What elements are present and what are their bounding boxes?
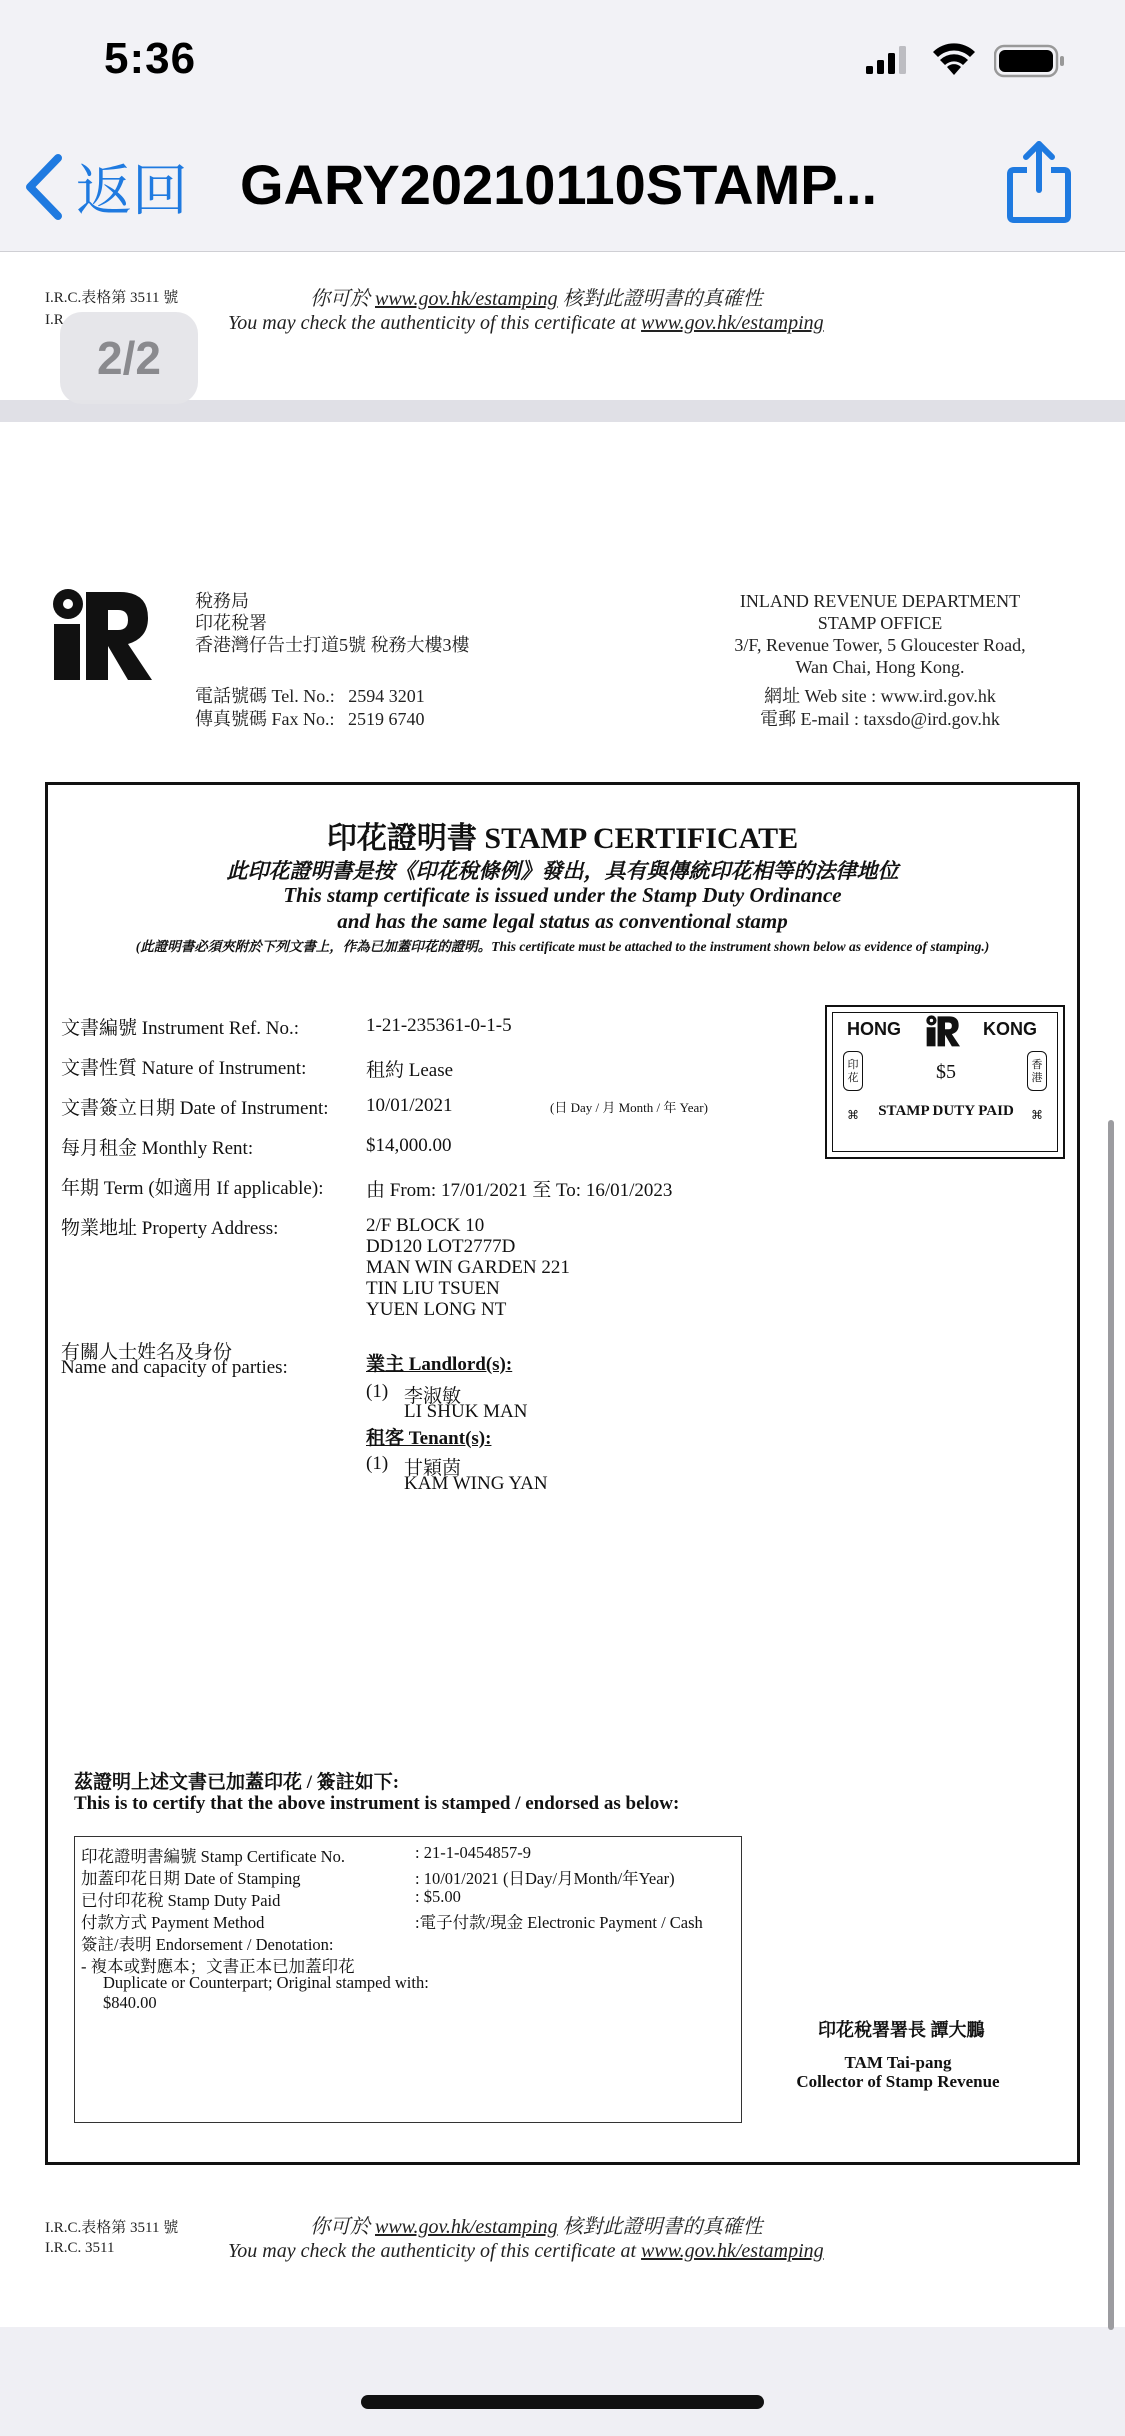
nav-title: GARY20210110STAMP... [240, 153, 878, 216]
denotation-label: 簽註/表明 Endorsement / Denotation: [81, 1935, 334, 1954]
nature-label: 文書性質 Nature of Instrument: [61, 1058, 307, 1079]
tenant-name-en: KAM WING YAN [404, 1473, 548, 1494]
status-bar [0, 0, 1125, 130]
denotation-line-2: Duplicate or Counterpart; Original stamped with: [103, 1973, 429, 1992]
back-chevron-icon [22, 152, 66, 222]
stamp-duty-stamp [825, 1005, 1065, 1159]
tel-label: 電話號碼 Tel. No.: [195, 686, 335, 706]
fax-row [195, 708, 425, 730]
certificate-note: (此證明書必須夾附於下列文書上，作為已加蓋印花的證明。This certificate must be attached to the instrument shown below as evidence of stamping.) [135, 939, 990, 954]
battery-icon [994, 44, 1066, 78]
address-line-3: MAN WIN GARDEN 221 [366, 1257, 570, 1278]
address-line-5: YUEN LONG NT [366, 1299, 507, 1320]
date-label: 文書簽立日期 Date of Instrument: [61, 1098, 329, 1119]
address-line-2: DD120 LOT2777D [366, 1236, 516, 1257]
signer-name-en: TAM Tai-pang [844, 2053, 952, 2072]
certify-en: This is to certify that the above instrument is stamped / endorsed as below: [74, 1793, 680, 1814]
fax-value: 2519 6740 [348, 709, 425, 729]
form-number-zh: I.R.C.表格第 3511 號 [45, 290, 179, 306]
footer-check-en [228, 2240, 824, 2263]
footer-check-zh [310, 2210, 763, 2239]
check-en-pre: You may check the authenticity of this certificate at [228, 312, 637, 334]
stamp-office-en: STAMP OFFICE [817, 613, 943, 633]
stamp-hong: HONG [847, 1019, 901, 1039]
stamp-seal-left: 印花 [843, 1051, 863, 1091]
fax-label: 傳真號碼 Fax No.: [195, 709, 335, 729]
certify-zh: 茲證明上述文書已加蓋印花 / 簽註如下: [74, 1772, 400, 1793]
term-value: 由 From: 17/01/2021 至 To: 16/01/2023 [366, 1180, 673, 1201]
stamp-duty-paid-text: STAMP DUTY PAID [878, 1103, 1014, 1119]
address-line-1: 2/F BLOCK 10 [366, 1215, 485, 1236]
stamp-kong: KONG [983, 1019, 1037, 1039]
landlord-num: (1) [366, 1381, 389, 1402]
stamp-amount: $5 [936, 1061, 956, 1083]
stamp-ird-logo [923, 1015, 963, 1047]
email: 電郵 E-mail : taxsdo@ird.gov.hk [760, 709, 1000, 729]
website: 網址 Web site : www.ird.gov.hk [764, 686, 996, 706]
certificate-title: 印花證明書 STAMP CERTIFICATE [326, 822, 799, 855]
certificate-no-value: : 21-1-0454857-9 [415, 1843, 531, 1862]
landlord-header: 業主 Landlord(s): [366, 1354, 513, 1375]
check-zh-link[interactable]: www.gov.hk/estamping [375, 288, 558, 310]
endorsement-box [74, 1836, 742, 2123]
date-format: (日 Day / 月 Month / 年 Year) [550, 1100, 708, 1115]
footer-check-zh-post: 核對此證明書的真確性 [562, 2216, 763, 2238]
stamp-inner-border [832, 1012, 1058, 1152]
home-indicator[interactable] [361, 2395, 764, 2409]
landlord-name-zh: 李淑敏 [404, 1386, 462, 1407]
stamp-knot-right: ⌘ [1031, 1108, 1043, 1122]
rent-value: $14,000.00 [366, 1135, 452, 1156]
footer-form-number-zh: I.R.C.表格第 3511 號 [45, 2220, 179, 2236]
stamp-seal-right: 香港 [1027, 1051, 1047, 1091]
certificate-sub-zh: 此印花證明書是按《印花稅條例》發出，具有與傳統印花相等的法律地位 [226, 859, 899, 883]
check-zh [310, 282, 763, 311]
instrument-ref-label: 文書編號 Instrument Ref. No.: [61, 1018, 300, 1039]
address-zh: 香港灣仔告士打道5號 稅務大樓3樓 [195, 635, 470, 655]
payment-method-label: 付款方式 Payment Method [81, 1913, 265, 1932]
footer-check-en-pre: You may check the authenticity of this certificate at [228, 2240, 637, 2262]
stamp-office-zh: 印花稅署 [195, 613, 267, 633]
address-line-4: TIN LIU TSUEN [366, 1278, 500, 1299]
stamping-date-value: : 10/01/2021 (日Day/月Month/年Year) [415, 1869, 675, 1888]
tel-row [195, 685, 425, 707]
tel-value: 2594 3201 [348, 686, 425, 706]
stamping-date-label: 加蓋印花日期 Date of Stamping [81, 1869, 301, 1888]
landlord-name-en: LI SHUK MAN [404, 1401, 528, 1422]
ird-logo [50, 588, 154, 682]
signer-title-zh: 印花稅署署長 譚大鵬 [818, 2020, 985, 2040]
tenant-num: (1) [366, 1453, 389, 1474]
form-number-en: I.R [45, 312, 64, 328]
ird-name-en: INLAND REVENUE DEPARTMENT [739, 591, 1021, 611]
payment-method-value: :電子付款/現金 Electronic Payment / Cash [415, 1913, 703, 1932]
stamp-knot-left: ⌘ [847, 1108, 859, 1122]
footer-check-zh-link[interactable]: www.gov.hk/estamping [375, 2216, 558, 2238]
footer-form-number-en: I.R.C. 3511 [45, 2240, 115, 2256]
tenant-name-zh: 甘穎茵 [404, 1458, 462, 1479]
back-button[interactable] [22, 152, 188, 222]
instrument-ref-value: 1-21-235361-0-1-5 [366, 1015, 512, 1036]
parties-label-en: Name and capacity of parties: [61, 1357, 288, 1378]
term-label: 年期 Term (如適用 If applicable): [61, 1178, 324, 1199]
scrollbar[interactable] [1108, 1120, 1114, 2330]
certificate-no-label: 印花證明書編號 Stamp Certificate No. [81, 1847, 345, 1866]
status-time: 5:36 [104, 34, 197, 83]
check-zh-pre: 你可於 [310, 288, 370, 310]
signer-title-en: Collector of Stamp Revenue [796, 2072, 1000, 2091]
page-indicator: 2/2 [60, 312, 198, 404]
certificate-sub-en-1: This stamp certificate is issued under the Stamp Duty Ordinance [283, 883, 842, 907]
address-en-1: 3/F, Revenue Tower, 5 Gloucester Road, [734, 635, 1026, 655]
nature-value: 租約 Lease [366, 1060, 454, 1081]
denotation-line-1: - 複本或對應本；文書正本已加蓋印花 [81, 1957, 355, 1976]
check-en [228, 312, 824, 335]
address-en-2: Wan Chai, Hong Kong. [795, 657, 965, 677]
certificate-sub-en-2: and has the same legal status as conventional stamp [337, 909, 788, 933]
signal-icon [866, 46, 910, 74]
rent-label: 每月租金 Monthly Rent: [61, 1138, 254, 1159]
footer-check-en-link[interactable]: www.gov.hk/estamping [641, 2240, 824, 2262]
check-en-link[interactable]: www.gov.hk/estamping [641, 312, 824, 334]
ird-name-zh: 稅務局 [195, 591, 249, 611]
back-label: 返回 [76, 159, 188, 224]
address-label: 物業地址 Property Address: [61, 1218, 279, 1239]
duty-paid-label: 已付印花稅 Stamp Duty Paid [81, 1891, 281, 1910]
tenant-header: 租客 Tenant(s): [366, 1428, 492, 1449]
denotation-line-3: $840.00 [103, 1993, 157, 2012]
date-value: 10/01/2021 [366, 1095, 453, 1116]
wifi-icon [932, 42, 976, 76]
duty-paid-value: : $5.00 [415, 1887, 461, 1906]
parties-label-zh: 有關人士姓名及身份 [61, 1342, 233, 1363]
footer-check-zh-pre: 你可於 [310, 2216, 370, 2238]
stamp-certificate [45, 782, 1080, 2165]
share-icon[interactable] [1004, 140, 1074, 224]
check-zh-post: 核對此證明書的真確性 [562, 288, 763, 310]
